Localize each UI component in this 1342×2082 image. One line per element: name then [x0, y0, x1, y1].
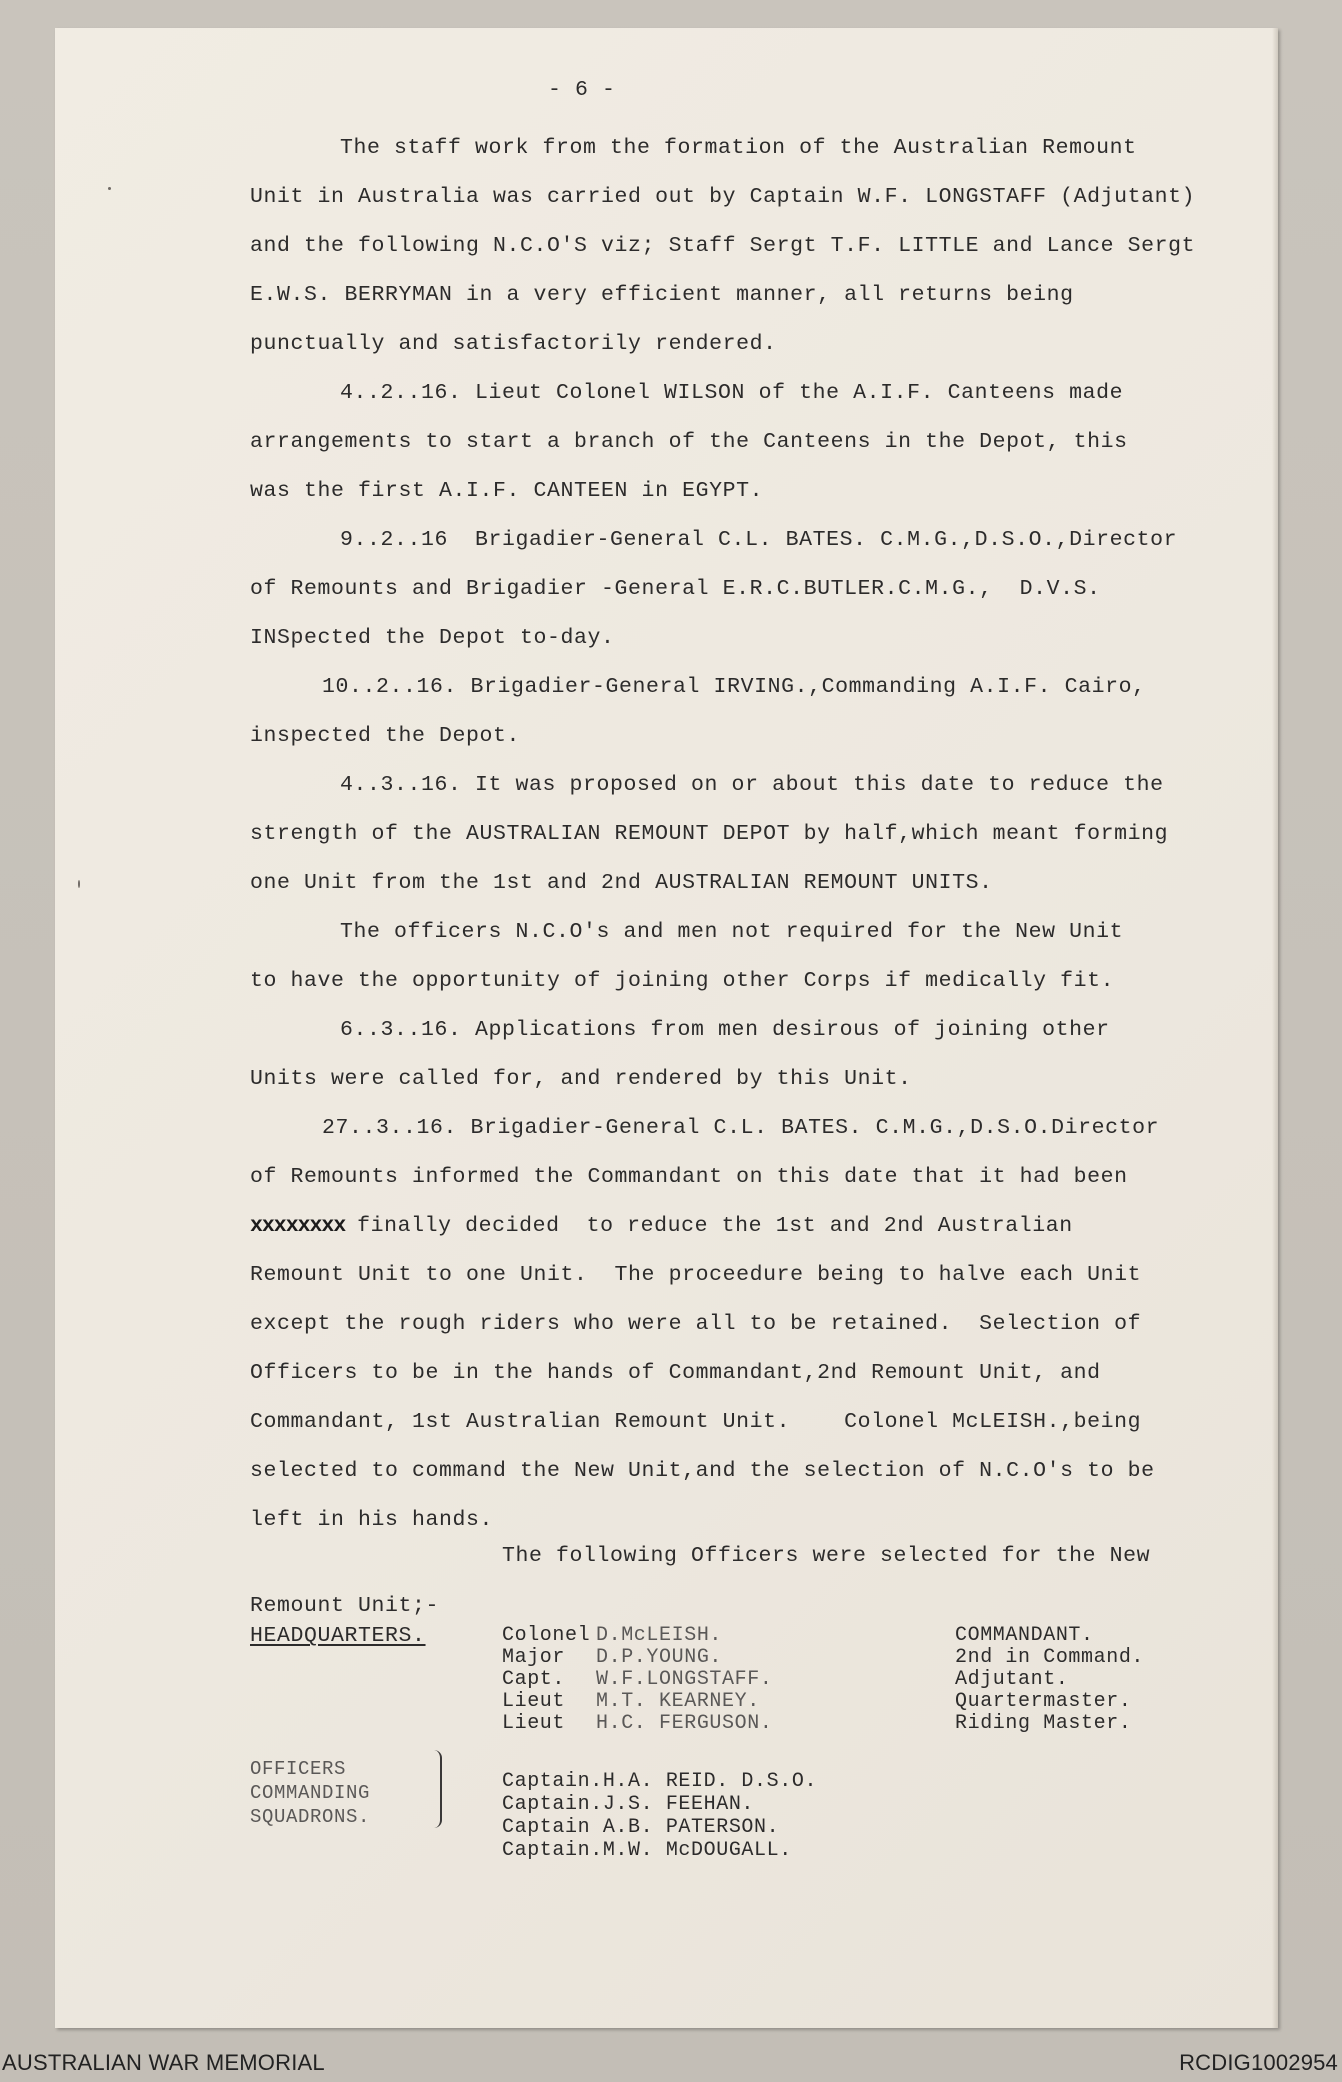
text-line: Unit in Australia was carried out by Captain W.F. LONGSTAFF (Adjutant) [250, 185, 1196, 209]
text-line: punctually and satisfactorily rendered. [250, 332, 777, 356]
page-number: - 6 - [548, 78, 616, 102]
text-line: 27..3..16. Brigadier-General C.L. BATES. C.M.G.,D.S.O.Director [322, 1116, 1160, 1140]
text-line: 4..2..16. Lieut Colonel WILSON of the A.I.F. Canteens made [340, 381, 1124, 405]
text-line: Units were called for, and rendered by this Unit. [250, 1067, 912, 1091]
text-line: left in his hands. [250, 1508, 494, 1532]
hq-role: COMMANDANT. [955, 1624, 1094, 1647]
hq-rank: Lieut [502, 1690, 566, 1713]
text-line: of Remounts informed the Commandant on this date that it had been [250, 1165, 1128, 1189]
text-line: strength of the AUSTRALIAN REMOUNT DEPOT by half,which meant forming [250, 822, 1169, 846]
text-line: The following Officers were selected for the New [502, 1544, 1151, 1568]
text-line: was the first A.I.F. CANTEEN in EGYPT. [250, 479, 764, 503]
margin-mark [108, 187, 111, 190]
margin-mark [78, 880, 80, 888]
squadrons-bracket [434, 1750, 442, 1828]
hq-name: D.P.YOUNG. [596, 1646, 723, 1669]
text-line: 9..2..16 Brigadier-General C.L. BATES. C.M.G.,D.S.O.,Director [340, 528, 1178, 552]
page-edge-shadow [1272, 28, 1278, 2028]
text-line: selected to command the New Unit,and the selection of N.C.O's to be [250, 1459, 1155, 1483]
text-line: except the rough riders who were all to be retained. Selection of [250, 1312, 1142, 1336]
hq-name: D.McLEISH. [596, 1624, 723, 1647]
hq-role: Quartermaster. [955, 1690, 1132, 1713]
text-line: Remount Unit;- [250, 1594, 440, 1618]
text-line: 6..3..16. Applications from men desirous of joining other [340, 1018, 1110, 1042]
text-line: arrangements to start a branch of the Canteens in the Depot, this [250, 430, 1128, 454]
hq-rank: Major [502, 1646, 566, 1669]
hq-rank: Capt. [502, 1668, 566, 1691]
text-line: 10..2..16. Brigadier-General IRVING.,Commanding A.I.F. Cairo, [322, 675, 1146, 699]
hq-name: W.F.LONGSTAFF. [596, 1668, 773, 1691]
squadron-officer: Captain.H.A. REID. D.S.O. [502, 1770, 818, 1793]
text-line: one Unit from the 1st and 2nd AUSTRALIAN REMOUNT UNITS. [250, 871, 993, 895]
text-line: The officers N.C.O's and men not required for the New Unit [340, 920, 1124, 944]
headquarters-heading: HEADQUARTERS. [250, 1624, 426, 1648]
hq-role: 2nd in Command. [955, 1646, 1145, 1669]
text-line: to have the opportunity of joining other Corps if medically fit. [250, 969, 1115, 993]
footer-record-id: RCDIG1002954 [1179, 2050, 1338, 2075]
footer-archive-name: AUSTRALIAN WAR MEMORIAL [2, 2050, 325, 2075]
typed-strikeout: xxxxxxxx [250, 1214, 358, 1238]
hq-role: Adjutant. [955, 1668, 1069, 1691]
hq-role: Riding Master. [955, 1712, 1132, 1735]
hq-name: H.C. FERGUSON. [596, 1712, 773, 1735]
hq-rank: Lieut [502, 1712, 566, 1735]
text-line: 4..3..16. It was proposed on or about this date to reduce the [340, 773, 1164, 797]
text-line: INSpected the Depot to-day. [250, 626, 615, 650]
hq-rank: Colonel [502, 1624, 591, 1647]
text-line: Officers to be in the hands of Commandant,2nd Remount Unit, and [250, 1361, 1101, 1385]
text-line: of Remounts and Brigadier -General E.R.C.BUTLER.C.M.G., D.V.S. [250, 577, 1101, 601]
hq-name: M.T. KEARNEY. [596, 1690, 760, 1713]
text-line: E.W.S. BERRYMAN in a very efficient manner, all returns being [250, 283, 1074, 307]
text-line: The staff work from the formation of the Australian Remount [340, 136, 1137, 160]
squadrons-heading-line: COMMANDING [250, 1782, 371, 1804]
squadron-officer: Captain.J.S. FEEHAN. [502, 1793, 755, 1816]
text-line: xxxxxxxx finally decided to reduce the 1st and 2nd Australian [250, 1214, 1073, 1238]
text-line: inspected the Depot. [250, 724, 521, 748]
squadron-officer: Captain.M.W. McDOUGALL. [502, 1839, 792, 1862]
squadrons-heading-line: SQUADRONS. [250, 1806, 371, 1828]
text-line: and the following N.C.O'S viz; Staff Sergt T.F. LITTLE and Lance Sergt [250, 234, 1196, 258]
squadron-officer: Captain A.B. PATERSON. [502, 1816, 780, 1839]
text-line: Remount Unit to one Unit. The proceedure being to halve each Unit [250, 1263, 1142, 1287]
squadrons-heading-line: OFFICERS [250, 1758, 347, 1780]
text-line: Commandant, 1st Australian Remount Unit. Colonel McLEISH.,being [250, 1410, 1142, 1434]
